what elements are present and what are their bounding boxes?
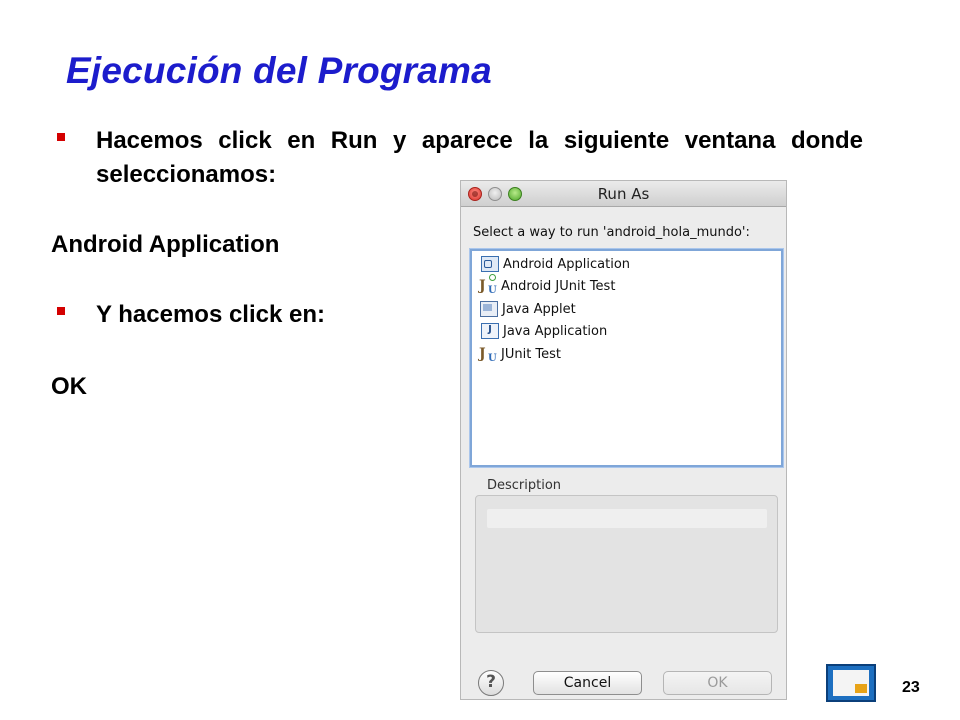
dialog-titlebar[interactable] (461, 181, 786, 207)
list-item-label: Android Application (503, 256, 631, 272)
list-item-label: Java Applet (502, 301, 576, 317)
list-item-java-applet[interactable] (479, 298, 576, 320)
bullet-text: Hacemos click en Run y aparece la siguiente ventana donde seleccionamos: (96, 127, 863, 188)
option-text-ok: OK (51, 373, 87, 400)
junit-icon: J U (479, 346, 497, 364)
list-item-android-junit-test[interactable] (479, 275, 615, 297)
list-item-label: Android JUnit Test (501, 278, 616, 294)
option-text-android-application: Android Application (51, 231, 280, 258)
logo-mark (833, 670, 869, 696)
description-group (475, 495, 778, 633)
list-item-android-application[interactable] (479, 253, 630, 275)
java-application-icon: J (481, 323, 499, 339)
logo-accent (855, 684, 867, 693)
description-label: Description (487, 478, 562, 493)
dialog-title: Run As (597, 185, 650, 203)
slide-title: Ejecución del Programa (66, 50, 492, 91)
bullet-text: Y hacemos click en: (96, 301, 326, 328)
java-applet-icon (480, 301, 498, 317)
description-field (487, 509, 767, 528)
dialog-prompt: Select a way to run 'android_hola_mundo': (473, 225, 750, 240)
android-application-icon (481, 256, 499, 272)
run-as-dialog (460, 180, 787, 700)
help-button[interactable]: ? (478, 670, 504, 696)
bullet-square-icon (57, 307, 65, 315)
run-configuration-list[interactable] (470, 249, 783, 467)
list-item-label: JUnit Test (501, 346, 562, 362)
ok-button[interactable]: OK (663, 671, 772, 695)
android-junit-icon: J U (479, 278, 497, 294)
list-item-junit-test[interactable] (479, 343, 561, 365)
cancel-button[interactable]: Cancel (533, 671, 642, 695)
list-item-label: Java Application (503, 323, 608, 339)
bullet-item-click (57, 298, 325, 332)
list-item-java-application[interactable] (479, 320, 607, 342)
logo-icon (826, 664, 876, 702)
page-number: 23 (902, 679, 920, 696)
bullet-square-icon (57, 133, 65, 141)
